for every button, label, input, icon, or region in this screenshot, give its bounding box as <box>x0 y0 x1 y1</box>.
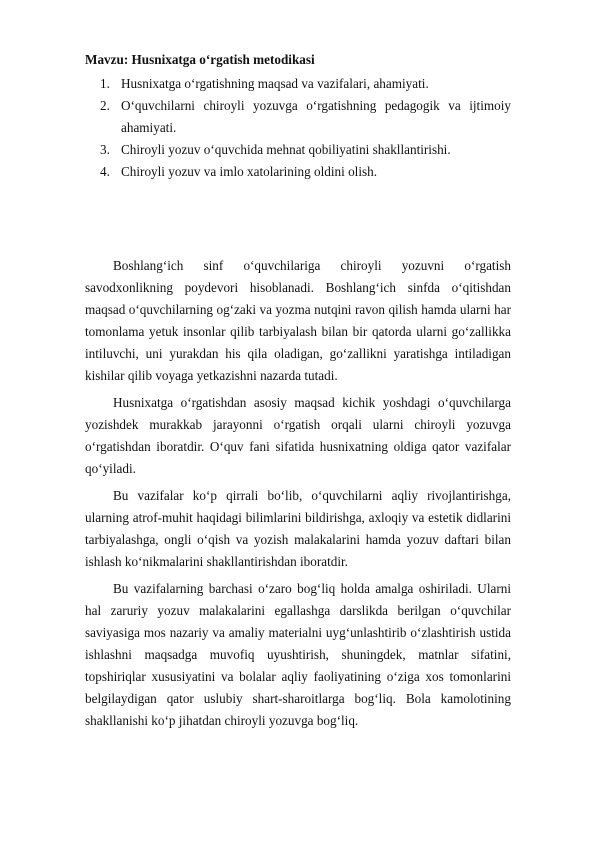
topic-outline-list <box>100 73 511 183</box>
outline-item-number: 4. <box>100 164 110 179</box>
outline-item-text: O‘quvchilarni chiroyli yozuvga o‘rgatishning pedagogik va ijtimoiy ahamiyati. <box>121 98 511 135</box>
outline-item-number: 1. <box>100 76 110 91</box>
outline-item-text: Husnixatga o‘rgatishning maqsad va vazifalari, ahamiyati. <box>121 76 429 91</box>
body-paragraph: Husnixatga o‘rgatishdan asosiy maqsad kichik yoshdagi o‘quvchilarga yozishdek murakkab jarayonni o‘rgatish orqali ularni chiroyli yozuvga o‘rgatishdan iboratdir. O‘quv fani sifatida husnixatning oldiga qator vazifalar qo‘yiladi. <box>85 395 511 476</box>
outline-item <box>100 95 511 139</box>
body-paragraph: Bu vazifalarning barchasi o‘zaro bog‘liq holda amalga oshiriladi. Ularni hal zaruriy yozuv malakalarini egallashga darslikda berilgan o‘quvchilar saviyasiga mos nazariy va amaliy materialni uyg‘unlashtirib o‘zlashtirish ustida ishlashni maqsadga muvofiq uyushtirish, shuningdek, matnlar sifatini, topshiriqlar xususiyatini va bolalar aqliy faoliyatining o‘ziga xos tomonlarini belgilaydigan qator uslubiy shart-sharoitlarga bog‘liq. Bola kamolotining shakllanishi ko‘p jihatdan chiroyli yozuvga bog‘liq. <box>85 581 511 728</box>
document-title: Mavzu: Husnixatga o‘rgatish metodikasi <box>85 52 315 67</box>
outline-item-number: 2. <box>100 98 110 113</box>
outline-item-number: 3. <box>100 142 110 157</box>
outline-item <box>100 73 511 95</box>
body-text <box>85 255 511 737</box>
outline-item-text: Chiroyli yozuv o‘quvchida mehnat qobiliyatini shakllantirishi. <box>121 142 451 157</box>
outline-item <box>100 139 511 161</box>
body-paragraph: Bu vazifalar ko‘p qirrali bo‘lib, o‘quvchilarni aqliy rivojlantirishga, ularning atrof-muhit haqidagi bilimlarini bildirishga, axloqiy va estetik didlarini tarbiyalashga, ongli o‘qish va yozish malakalarini hamda yozuv daftari bilan ishlash ko‘nikmalarini shakllantirishdan iboratdir. <box>85 488 511 569</box>
outline-item-text: Chiroyli yozuv va imlo xatolarining oldini olish. <box>121 164 378 179</box>
outline-item <box>100 161 511 183</box>
body-paragraph: Boshlang‘ich sinf o‘quvchilariga chiroyli yozuvni o‘rgatish savodxonlikning poydevori hisoblanadi. Boshlang‘ich sinfda o‘qitishdan maqsad o‘quvchilarning og‘zaki va yozma nutqini ravon qilish hamda ularni har tomonlama yetuk insonlar qilib tarbiyalash bilan bir qatorda ularni go‘zallikka intiluvchi, uni yurakdan his qila oladigan, go‘zallikni yaratishga intiladigan kishilar qilib voyaga yetkazishni nazarda tutadi. <box>85 258 511 383</box>
